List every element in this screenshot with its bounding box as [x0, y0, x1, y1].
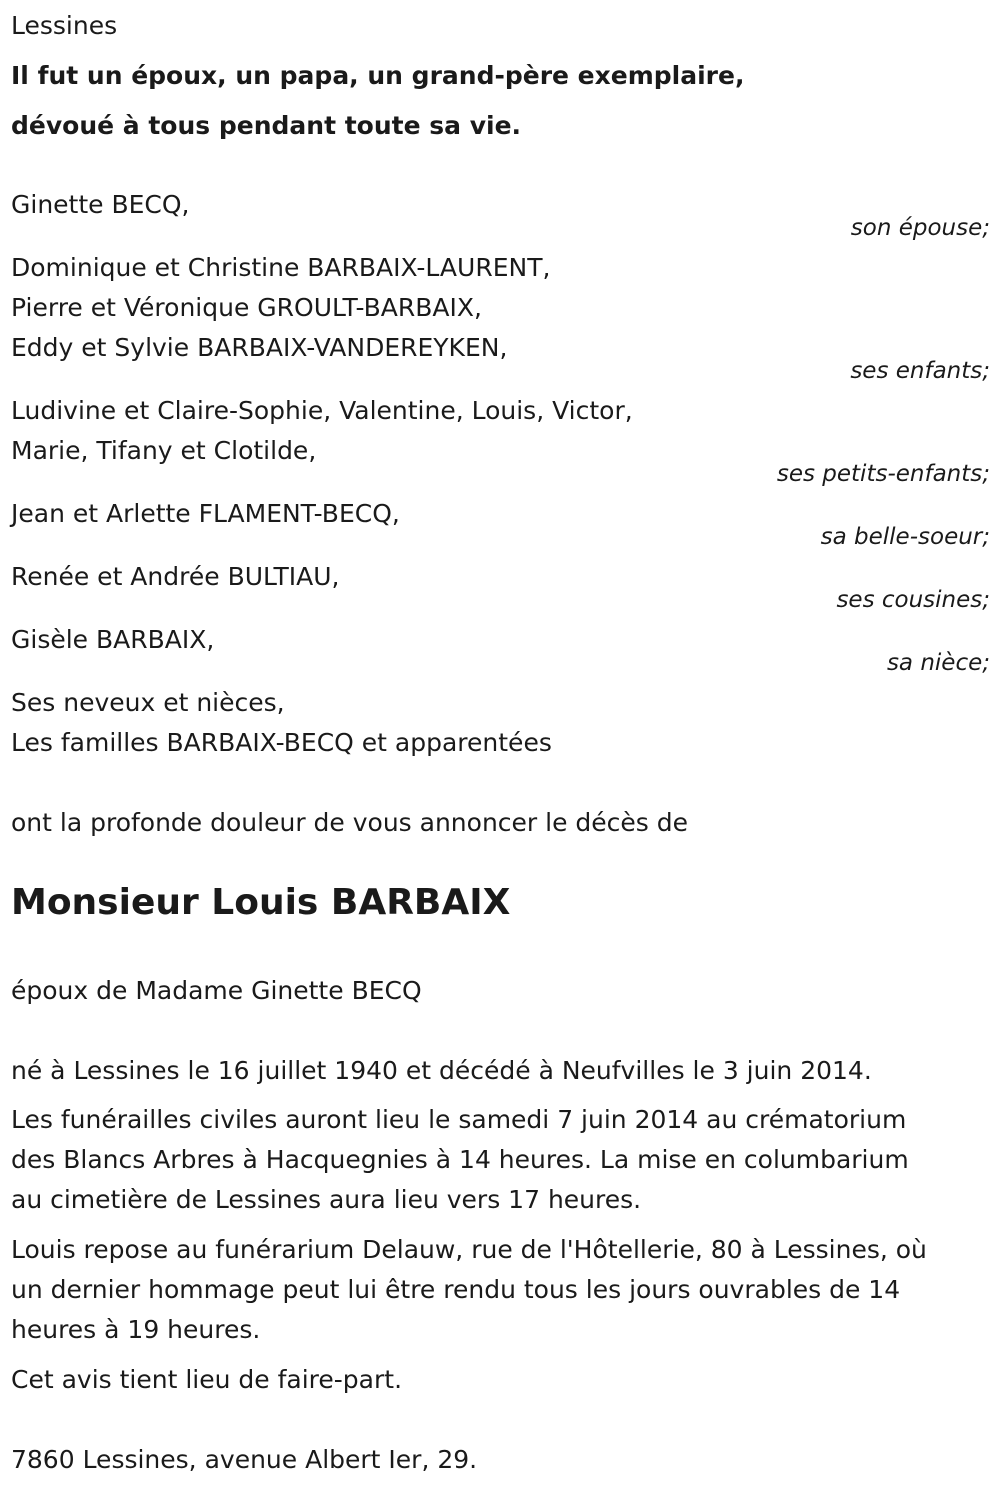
family-role: ses cousines; — [836, 587, 990, 613]
family-role: ses enfants; — [850, 358, 990, 384]
family-name: Renée et Andrée BULTIAU, — [11, 562, 340, 591]
family-name: Ludivine et Claire-Sophie, Valentine, Louis, Victor, — [11, 396, 633, 425]
viewing-line: un dernier hommage peut lui être rendu tous les jours ouvrables de 14 — [11, 1275, 901, 1304]
funeral-line: des Blancs Arbres à Hacquegnies à 14 heures. La mise en columbarium — [11, 1145, 909, 1174]
viewing-line: Louis repose au funérarium Delauw, rue de l'Hôtellerie, 80 à Lessines, où — [11, 1235, 927, 1264]
family-name: Jean et Arlette FLAMENT-BECQ, — [11, 499, 400, 528]
epitaph-line-2: dévoué à tous pendant toute sa vie. — [11, 111, 522, 140]
deceased-name: Monsieur Louis BARBAIX — [11, 882, 511, 923]
birth-death-line: né à Lessines le 16 juillet 1940 et décédé à Neufvilles le 3 juin 2014. — [11, 1056, 872, 1085]
family-name: Gisèle BARBAIX, — [11, 625, 215, 654]
family-name: Ginette BECQ, — [11, 190, 190, 219]
viewing-line: heures à 19 heures. — [11, 1315, 261, 1344]
funeral-line: Les funérailles civiles auront lieu le samedi 7 juin 2014 au crématorium — [11, 1105, 907, 1134]
family-role: sa nièce; — [886, 650, 990, 676]
address: 7860 Lessines, avenue Albert Ier, 29. — [11, 1445, 478, 1474]
family-role: ses petits-enfants; — [776, 461, 990, 487]
location: Lessines — [11, 11, 118, 40]
family-name: Eddy et Sylvie BARBAIX-VANDEREYKEN, — [11, 333, 508, 362]
funeral-line: au cimetière de Lessines aura lieu vers 17 heures. — [11, 1185, 642, 1214]
spouse-line: époux de Madame Ginette BECQ — [11, 976, 422, 1005]
family-name: Marie, Tifany et Clotilde, — [11, 436, 317, 465]
family-name: Les familles BARBAIX-BECQ et apparentées — [11, 728, 552, 757]
family-name: Dominique et Christine BARBAIX-LAURENT, — [11, 253, 551, 282]
announcement: ont la profonde douleur de vous annoncer le décès de — [11, 808, 689, 837]
family-role: sa belle-soeur; — [820, 524, 990, 550]
family-name: Ses neveux et nièces, — [11, 688, 285, 717]
family-role: son épouse; — [850, 215, 990, 241]
family-name: Pierre et Véronique GROULT-BARBAIX, — [11, 293, 482, 322]
notice-line: Cet avis tient lieu de faire-part. — [11, 1365, 403, 1394]
epitaph-line-1: Il fut un époux, un papa, un grand-père exemplaire, — [11, 61, 745, 90]
